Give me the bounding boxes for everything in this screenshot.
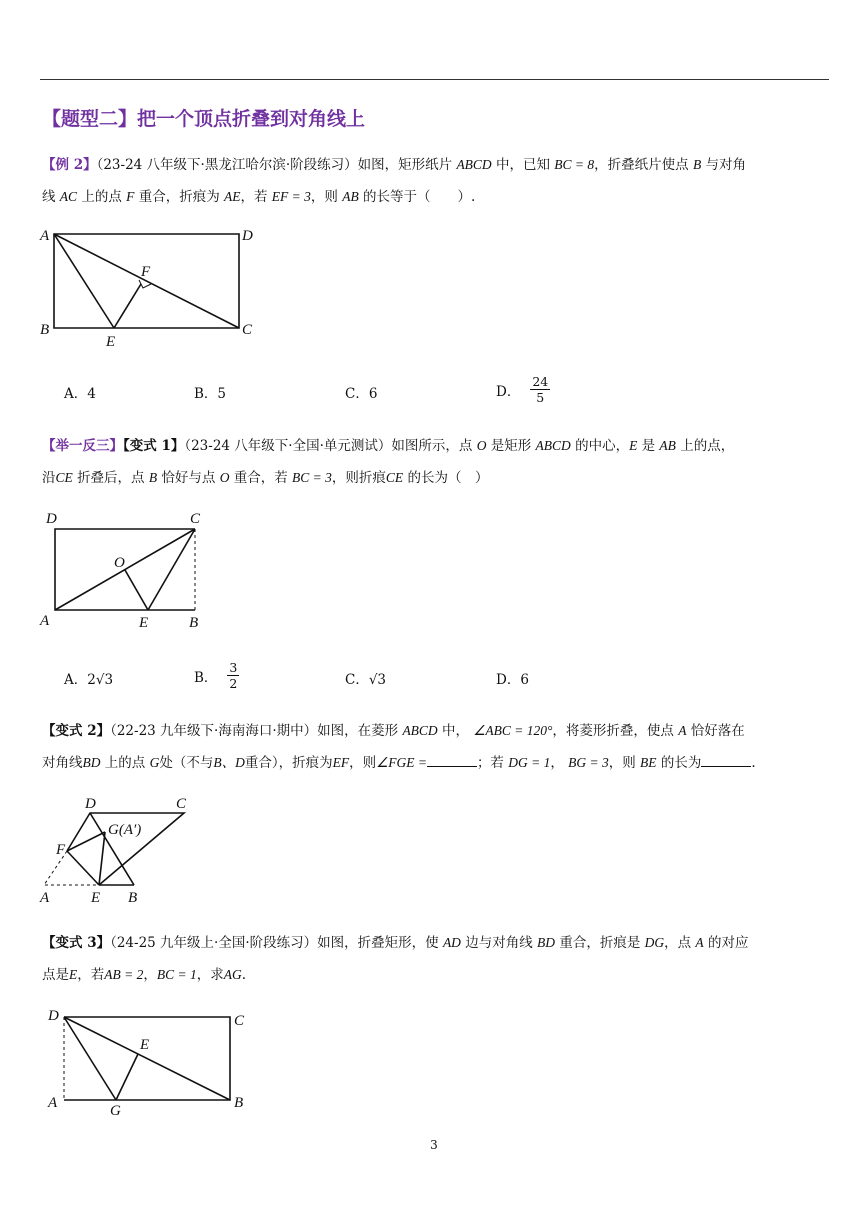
label-f: F <box>141 264 151 280</box>
label-o: O <box>114 555 125 571</box>
v1-option-d: D．6 <box>496 672 529 688</box>
answer-blank-1 <box>427 752 477 767</box>
variant-2-figure <box>34 792 204 912</box>
example-2-figure <box>30 222 270 352</box>
label-b: B <box>234 1095 244 1111</box>
label-a: A <box>40 613 50 629</box>
label-b: B <box>128 890 138 906</box>
label-e: E <box>91 890 101 906</box>
page-number: 3 <box>430 1138 438 1152</box>
variant-3-tag: 【变式 3】 <box>42 935 111 951</box>
label-d: D <box>46 511 57 527</box>
ex2-option-d: D． $\frac{24}{5}$ <box>496 374 549 405</box>
label-c: C <box>190 511 201 527</box>
label-e: E <box>106 334 116 350</box>
fraction: $\frac{24}{5}$ <box>532 374 549 405</box>
label-c: C <box>242 322 253 338</box>
ex2-option-c: C．6 <box>345 386 378 402</box>
v1-option-a: A．2√3 <box>64 672 114 688</box>
variant-1-figure <box>36 505 226 633</box>
label-g: G(A′) <box>108 822 142 838</box>
ex2-option-b: B．5 <box>194 386 227 402</box>
variant-3-text: 【变式 3】（24-25 九年级上·全国·阶段练习）如图，折叠矩形，使 AD 边与对角线 BD 重合，折痕是 DG，点 A 的对应 点是E，若AB = 2，BC = 1，求AG. <box>42 935 749 983</box>
label-a: A <box>48 1095 58 1111</box>
practice-tag: 【举一反三】 <box>42 438 123 454</box>
variant-2-text: 【变式 2】（22-23 九年级下·海南海口·期中）如图，在菱形 ABCD 中， ∠ABC = 120°，将菱形折叠，使点 A 恰好落在 对角线BD 上的点 G处（不与B、D重合），折痕为EF，则∠FGE = ；若 DG = 1， BG = 3，则 BE 的长为 . <box>42 723 756 771</box>
fraction: $\frac{3}{2}$ <box>229 660 238 691</box>
label-a: A <box>40 890 50 906</box>
label-d: D <box>242 228 253 244</box>
label-e: E <box>139 615 149 631</box>
label-a: A <box>40 228 50 244</box>
v1-option-c: C．√3 <box>345 672 387 688</box>
variant-1-text: 【举一反三】【变式 1】（23-24 八年级下·全国·单元测试）如图所示，点 O 是矩形 ABCD 的中心，E 是 AB 上的点， 沿CE 折叠后，点 B 恰好与点 O 重合，若 BC = 3，则折痕CE 的长为（ ） <box>42 438 735 486</box>
label-f: F <box>56 842 66 858</box>
variant-3-figure <box>40 1004 260 1122</box>
answer-blank-2 <box>701 752 751 767</box>
label-b: B <box>40 322 50 338</box>
variant-2-tag: 【变式 2】 <box>42 723 111 739</box>
label-e: E <box>140 1037 150 1053</box>
section-title: 【题型二】把一个顶点折叠到对角线上 <box>42 108 366 130</box>
ex2-option-a: A．4 <box>64 386 96 402</box>
header-rule <box>40 79 829 80</box>
label-c: C <box>176 796 187 812</box>
label-g: G <box>110 1103 121 1119</box>
variant-1-tag: 【变式 1】 <box>123 438 185 454</box>
example-2-tag: 【例 2】 <box>42 157 97 173</box>
example-2-text: 【例 2】（23-24 八年级下·黑龙江哈尔滨·阶段练习）如图，矩形纸片 ABCD 中，已知 BC = 8，折叠纸片使点 B 与对角 线 AC 上的点 F 重合，折痕为 AE，若 EF = 3，则 AB 的长等于（ ）. <box>42 157 746 205</box>
v1-option-b: B． $\frac{3}{2}$ <box>194 660 238 691</box>
label-b: B <box>189 615 199 631</box>
label-d: D <box>85 796 96 812</box>
label-d: D <box>48 1008 59 1024</box>
label-c: C <box>234 1013 245 1029</box>
